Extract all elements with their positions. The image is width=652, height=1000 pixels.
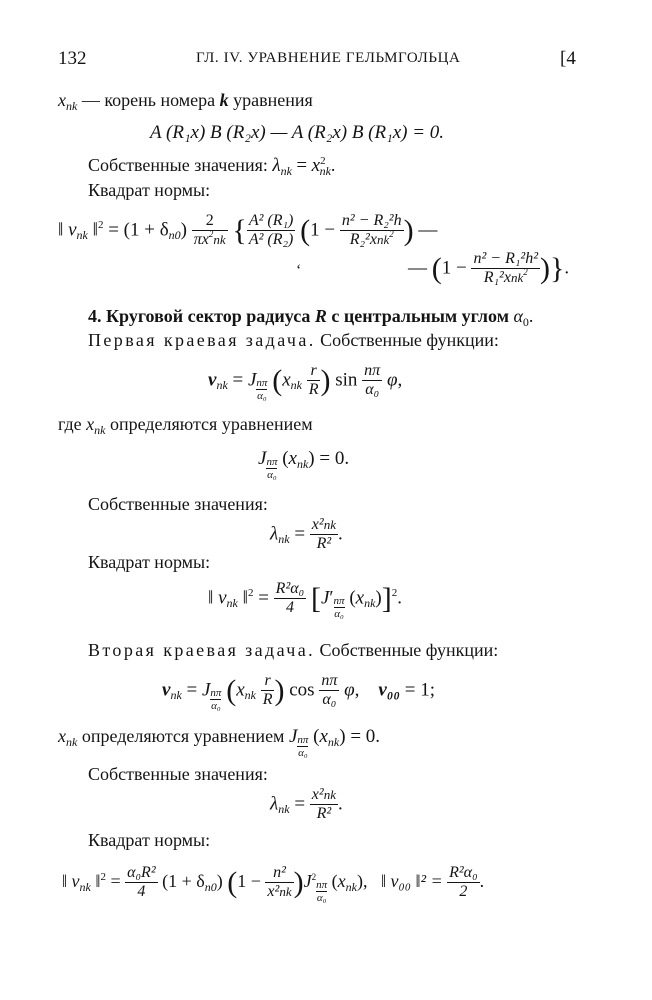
bessel-zero-equation-1: J $\frac{n\pi}{\text{α₀}}$ $(x_{nk}) = 0$.	[258, 448, 350, 481]
delta-subscript: n0	[168, 228, 181, 243]
xnk-symbol: x	[58, 90, 66, 110]
norm-label-3: Квадрат нормы:	[88, 830, 211, 850]
eigenfunction-neumann: $v_{nk} = J$ $\frac{n\pi}{\text{α₀}}$ ($x_{nk}$ $\frac{r}{R}$ ) cos $\frac{n\pi}{\text{α₀}}$ φ, v₀₀ = 1;	[162, 672, 436, 713]
norm-formula-1-line-1: ‖ $v_{nk}$ ‖$^2$ = $(1 + \delta_{n0})$ $\frac{2}{\pi x^2nk}$ { $\frac{\text{A² (R₁)}}{\text{A² (R₂)}}$ (1 − $\frac{\text{n² − R₂²h}}{R_2^2xnk^2}$ ) —	[58, 212, 438, 249]
one-minus-2: 1 −	[441, 257, 467, 279]
norm-label-2: Квадрат нормы:	[88, 552, 211, 572]
paragraph-text-2: уравнения	[228, 90, 313, 110]
eigenvalues-formula-3: $\lambda_{nk}$ = $\frac{\text{x²nk}}{\text{R²}}$ .	[270, 786, 343, 823]
xnk-determined-line: $x_{nk}$ определяются уравнением J $\frac{n\pi}{\text{α₀}}$ $(x_{nk}) = 0$.	[58, 726, 381, 759]
second-problem-line	[88, 640, 498, 661]
xnk-subscript: nk	[66, 99, 78, 113]
eigenvalues-label-2: Собственные значения:	[88, 494, 268, 514]
fraction-A2-ratio: $\frac{\text{A² (R₁)}}{\text{A² (R₂)}}$	[248, 212, 294, 249]
v-symbol: v	[208, 369, 217, 391]
equation-cross-product: A (R₁x) B (R₂x) — A (R₂x) B (R₁x) = 0.	[150, 122, 445, 143]
section-alpha: α	[513, 306, 523, 326]
fraction-n2-R1h: $\frac{\text{n² − R₁²h²}}{R_1^2xnk^2}$	[473, 250, 538, 287]
first-problem-title: Первая краевая задача.	[88, 330, 316, 350]
leading-dash: —	[408, 257, 427, 279]
eigenvalues-label: Собственные значения:	[88, 155, 268, 175]
norm-lhs-subscript: nk	[76, 228, 88, 243]
paragraph-xnk-root	[58, 90, 313, 111]
section-4-heading: 4. Круговой сектор радиуса R с центральным углом $\alpha_0$.	[88, 306, 534, 329]
x-subscript: nk	[319, 164, 331, 178]
trailing-dash: —	[418, 219, 438, 241]
section-alpha-sub: 0	[522, 315, 529, 329]
equals-sign: =	[108, 219, 119, 241]
x-symbol: x	[311, 155, 321, 176]
second-problem-title: Вторая краевая задача.	[88, 640, 316, 660]
first-problem-rest: Собственные функции:	[320, 330, 499, 350]
one-plus-delta: (1 + δ	[123, 219, 169, 241]
stray-mark: ʻ	[296, 262, 302, 279]
norm-label-1: Квадрат нормы:	[88, 180, 211, 200]
one-minus: 1 −	[310, 219, 336, 241]
equals-sign: =	[296, 155, 308, 176]
section-title-2: с центральным углом	[331, 306, 509, 326]
eigenvalues-formula-2: $\lambda_{nk}$ = $\frac{\text{x²nk}}{\text{R²}}$ .	[270, 516, 343, 553]
norm-formula-3: ‖ $v_{nk}$ ‖$^2$ = $\frac{\text{α₀R²}}{4}$ $(1 + \delta_{n0})$ (1 − $\frac{\text{n²}}{\text{x²nk}}$ )$J^2$ $\frac{n\pi}{\text{α₀}}$ $(x_{nk})$, ‖ v₀₀ ‖² = $\frac{\text{R²α₀}}{2}$ .	[62, 864, 485, 905]
eigenfunction-dirichlet: $v_{nk} = J$ $\frac{n\pi}{\text{α₀}}$ ($x_{nk}$ $\frac{r}{R}$ ) sin $\frac{n\pi}{\text{α₀}}$ φ,	[208, 362, 403, 403]
squared-superscript: 2	[320, 155, 326, 167]
norm-formula-1-line-2: — (1 − $\frac{\text{n² − R₁²h²}}{R_1^2xnk^2}$ )}.	[408, 250, 570, 287]
second-problem-rest: Собственные функции:	[319, 640, 499, 660]
where-line: где $x_{nk}$ определяются уравнением	[58, 414, 313, 437]
section-R: R	[314, 306, 327, 326]
page-number: 132	[58, 48, 87, 69]
bessel-J: J	[247, 369, 257, 391]
section-number: 4.	[88, 306, 102, 326]
first-problem-line	[88, 330, 499, 351]
fraction-2-over-pi-x: $\frac{2}{\pi x^2nk}$	[193, 212, 226, 249]
lambda-subscript: nk	[280, 164, 292, 178]
section-marker: [4	[560, 48, 576, 69]
eigenvalues-label-3: Собственные значения:	[88, 764, 268, 784]
paragraph-text: — корень номера	[77, 90, 220, 110]
norm-formula-2: ‖ $v_{nk}$ ‖$^2$ = $\frac{\text{R²α₀}}{4}$ [J′ $\frac{n\pi}{\text{α₀}}$ $(x_{nk})]^2$.	[208, 580, 402, 621]
running-title: ГЛ. IV. УРАВНЕНИЕ ГЕЛЬМГОЛЬЦА	[196, 50, 461, 66]
k-symbol: k	[219, 90, 229, 110]
lambda-symbol: λ	[272, 155, 281, 176]
fraction-n2-R2h: $\frac{\text{n² − R₂²h}}{R_2^2xnk^2}$	[341, 212, 402, 249]
eigenvalues-line-1: Собственные значения: $\lambda_{nk} = x^2_{nk}$.	[88, 155, 336, 178]
section-title: Круговой сектор радиуса	[106, 306, 311, 326]
norm-lhs: ‖ v	[58, 219, 77, 241]
